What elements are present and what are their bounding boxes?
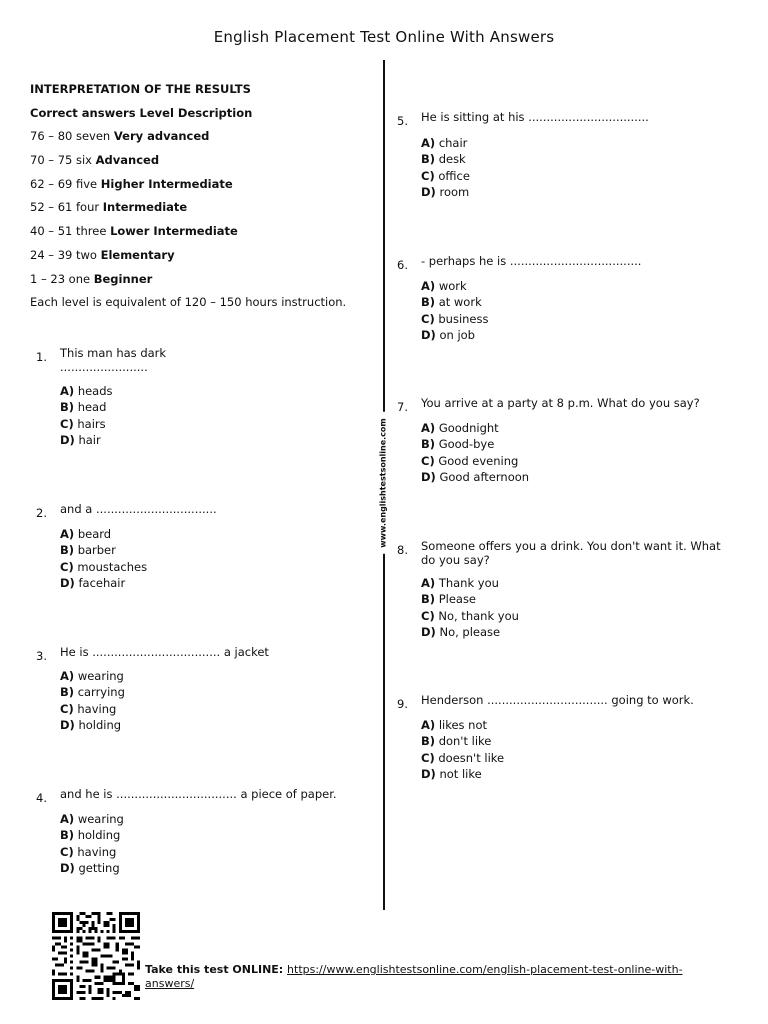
option-c[interactable]: C) having xyxy=(60,701,117,716)
option-b[interactable]: B) desk xyxy=(421,152,466,167)
footer-label: Take this test ONLINE: xyxy=(145,963,288,976)
level-name: Advanced xyxy=(95,153,160,168)
question-number: 5. xyxy=(397,114,408,128)
footer-cta xyxy=(145,963,705,991)
level-range: 76 – 80 seven xyxy=(30,129,114,144)
level-name: Higher Intermediate xyxy=(100,176,233,191)
level-name: Beginner xyxy=(93,271,153,286)
option-c[interactable]: C) having xyxy=(60,844,117,859)
question-number: 6. xyxy=(397,258,408,272)
level-row xyxy=(30,248,370,272)
option-d[interactable]: D) hair xyxy=(60,432,101,447)
answer-options xyxy=(60,527,147,592)
answer-options xyxy=(60,669,125,734)
answer-options xyxy=(421,718,504,783)
question-stem: You arrive at a party at 8 p.m. What do you say? xyxy=(421,396,700,410)
option-c[interactable]: C) doesn't like xyxy=(421,750,505,765)
option-b[interactable]: B) carrying xyxy=(60,685,125,700)
level-name: Lower Intermediate xyxy=(110,224,238,239)
option-a[interactable]: A) Goodnight xyxy=(421,421,499,435)
option-c[interactable]: C) business xyxy=(421,311,489,326)
question-number: 8. xyxy=(397,543,408,557)
option-c[interactable]: C) No, thank you xyxy=(421,608,519,623)
question-stem: He is ................................... a jacket xyxy=(60,645,269,659)
option-c[interactable]: C) hairs xyxy=(60,416,106,431)
question-stem: and a ................................. xyxy=(60,502,217,516)
level-range: 62 – 69 five xyxy=(30,176,101,191)
level-row xyxy=(30,200,370,224)
option-d[interactable]: D) on job xyxy=(421,327,475,342)
site-watermark: www.englishtestsonline.com xyxy=(379,412,388,554)
level-row xyxy=(30,224,370,248)
option-c[interactable]: C) Good evening xyxy=(421,453,519,468)
option-a[interactable]: A) likes not xyxy=(421,718,488,732)
option-c[interactable]: C) office xyxy=(421,168,470,183)
results-columns: Correct answers Level Description xyxy=(30,105,253,120)
page-title: English Placement Test Online With Answers xyxy=(213,28,555,46)
option-b[interactable]: B) barber xyxy=(60,543,116,558)
option-a[interactable]: A) chair xyxy=(421,136,468,150)
question-stem: Someone offers you a drink. You don't want it. What do you say? xyxy=(421,539,721,567)
level-row xyxy=(30,177,370,201)
question-stem: This man has dark ........................ xyxy=(60,346,167,374)
question-number: 7. xyxy=(397,400,408,414)
level-range: 1 – 23 one xyxy=(30,271,94,286)
question-stem: Henderson ................................. going to work. xyxy=(421,693,694,707)
level-row xyxy=(30,272,370,296)
option-b[interactable]: B) Please xyxy=(421,592,477,607)
option-b[interactable]: B) don't like xyxy=(421,734,492,749)
level-row xyxy=(30,129,370,153)
qr-code-icon[interactable] xyxy=(52,912,140,1000)
question-stem: - perhaps he is .................................... xyxy=(421,254,642,268)
option-d[interactable]: D) No, please xyxy=(421,624,501,639)
level-row xyxy=(30,153,370,177)
option-d[interactable]: D) not like xyxy=(421,766,482,781)
question-number: 1. xyxy=(36,350,47,364)
option-d[interactable]: D) room xyxy=(421,184,470,199)
question-stem: He is sitting at his ................................. xyxy=(421,110,649,124)
option-d[interactable]: D) Good afternoon xyxy=(421,469,530,484)
level-range: 24 – 39 two xyxy=(30,247,101,262)
option-a[interactable]: A) wearing xyxy=(60,812,124,826)
option-b[interactable]: B) holding xyxy=(60,828,121,843)
results-heading: INTERPRETATION OF THE RESULTS xyxy=(30,82,251,96)
option-a[interactable]: A) beard xyxy=(60,527,112,541)
results-note: Each level is equivalent of 120 – 150 hours instruction. xyxy=(30,295,347,310)
answer-options xyxy=(421,576,519,641)
footer-link[interactable]: https://www.englishtestsonline.com/english-placement-test-online-with-answers/ xyxy=(145,963,683,990)
level-name: Very advanced xyxy=(113,129,210,144)
level-name: Intermediate xyxy=(102,200,188,215)
level-range: 40 – 51 three xyxy=(30,224,111,239)
level-range: 52 – 61 four xyxy=(30,200,103,215)
answer-options xyxy=(60,384,113,449)
option-b[interactable]: B) Good-bye xyxy=(421,437,495,452)
option-a[interactable]: A) wearing xyxy=(60,669,124,683)
option-c[interactable]: C) moustaches xyxy=(60,559,148,574)
answer-options xyxy=(421,136,470,201)
option-a[interactable]: A) heads xyxy=(60,384,113,398)
answer-options xyxy=(421,421,529,486)
option-d[interactable]: D) getting xyxy=(60,860,120,875)
option-d[interactable]: D) holding xyxy=(60,717,122,732)
option-b[interactable]: B) at work xyxy=(421,295,482,310)
results-interpretation xyxy=(30,82,370,319)
level-range: 70 – 75 six xyxy=(30,153,96,168)
answer-options xyxy=(421,279,488,344)
answer-options xyxy=(60,812,124,877)
option-a[interactable]: A) work xyxy=(421,279,467,293)
option-d[interactable]: D) facehair xyxy=(60,575,126,590)
question-number: 3. xyxy=(36,649,47,663)
question-number: 9. xyxy=(397,697,408,711)
level-name: Elementary xyxy=(100,247,175,262)
option-a[interactable]: A) Thank you xyxy=(421,576,499,590)
question-number: 4. xyxy=(36,791,47,805)
question-number: 2. xyxy=(36,506,47,520)
question-stem: and he is ................................. a piece of paper. xyxy=(60,787,337,801)
option-b[interactable]: B) head xyxy=(60,400,107,415)
